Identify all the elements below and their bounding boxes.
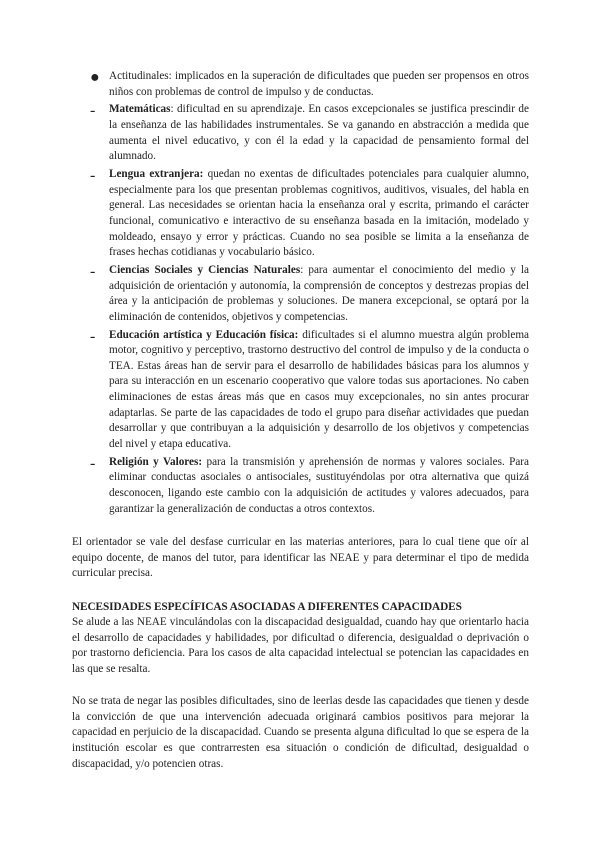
bullet-dash: -	[90, 102, 96, 120]
section-heading	[72, 600, 529, 616]
bullet-dash: -	[90, 454, 96, 472]
paragraph-final: No se trata de negar las posibles dificultades, sino de leerlas desde las capacidades que tienen y desde la convicción de que una intervención adecuada originará cambios positivos para mejorar la capacidad en perjuicio de la discapacidad. Cuando se presenta alguna dificultad lo que se espera de la institución escolar es que contrarresten esa situación o condición de dificultad, desigualdad o discapacidad, y/o potencien otras.	[72, 695, 529, 770]
list-item-ciencias	[0, 263, 600, 326]
list-item-lengua-extranjera	[0, 167, 600, 261]
item-text: dificultades si el alumno muestra algún problema motor, cognitivo y perceptivo, trastorno destructivo del control de impulso y de la conducta o TEA. Estas áreas han de servir para el desarrollo de habilidades básicas para los alumnos y para su interacción en un escenario cooperativo que valore todas sus aportaciones. No caben eliminaciones de estas áreas más que en casos muy excepcionales, no sin antes procurar adaptarlas. Se parte de las capacidades de todo el grupo para diseñar actividades que puedan desarrollar y que contribuyan a la adquisición y desarrollo de los objetivos y competencias del nivel y etapa educativa.	[109, 328, 529, 451]
item-text: : dificultad en su aprendizaje. En casos excepcionales se justifica prescindir de la enseñanza de las habilidades instrumentales. Se va ganando en abstracción a medida que aumenta el nivel educativo, y con él la edad y la capacidad de pensamiento formal del alumnado.	[109, 103, 529, 163]
bullet-dash: -	[90, 262, 96, 280]
list-item-religion-valores	[0, 455, 600, 518]
item-bold: Religión y Valores:	[109, 455, 203, 468]
item-bold: Ciencias Sociales y Ciencias Naturales	[109, 263, 301, 276]
item-text: para la transmisión y aprehensión de normas y valores sociales. Para eliminar conductas asociales o antisociales, sustituyéndolas por otra alternativa que quizá desconocen, ligando este cambio con la adquisición de actitudes y valores adecuados, para garantizar la generalización de conductas a otros contextos.	[109, 455, 530, 515]
item-bold: Lengua extranjera:	[109, 167, 204, 180]
bullet-dot: ●	[90, 69, 100, 86]
item-bold: Matemáticas	[109, 103, 171, 116]
item-bold: Educación artística y Educación física:	[109, 328, 299, 341]
list-item-educacion-artistica-fisica	[0, 328, 600, 453]
list-item-matematicas	[0, 102, 600, 165]
bullet-dash: -	[90, 166, 96, 184]
areas-list	[0, 69, 600, 517]
item-text: : para aumentar el conocimiento del medio y la adquisición de orientación y autonomía, la comprensión de conceptos y destrezas propias del área y la anticipación de problemas y soluciones. De manera excepcional, se optará por la eliminación de contenidos, objetivos y competencias.	[109, 263, 529, 323]
heading-text: NECESIDADES ESPECÍFICAS ASOCIADAS A DIFERENTES CAPACIDADES	[72, 601, 462, 613]
item-text: Actitudinales: implicados en la superación de dificultades que pueden ser propensos en otros niños con problemas de control de impulso y de conductas.	[109, 70, 529, 98]
paragraph-neae: Se alude a las NEAE vinculándolas con la discapacidad desigualdad, cuando hay que orientarlo hacia el desarrollo de capacidades y habilidades, por dificultad o diferencia, desigualdad o deprivación o por trastorno deficiencia. Para los casos de alta capacidad intelectual se potencian las capacidades en las que se resalta.	[72, 616, 529, 675]
bullet-dash: -	[90, 327, 96, 345]
paragraph-orientador: El orientador se vale del desfase curricular en las materias anteriores, para lo cual tiene que oír al equipo docente, de manos del tutor, para identificar las NEAE y para determinar el tipo de medida curricular precisa.	[72, 536, 529, 580]
item-text: quedan no exentas de dificultades potenciales para cualquier alumno, especialmente para los que presentan problemas cognitivos, auditivos, visuales, del habla en general. Las necesidades se orientan hacia la enseñanza oral y escrita, primando el carácter funcional, comunicativo e interactivo de su enseñanza basada en la imitación, modelado y moldeado, ensayo y error y prácticas. Cuando no sea posible se limita a la enseñanza de frases hechas cotidianas y vocabulario básico.	[109, 167, 529, 259]
list-item-actitudinales	[0, 69, 600, 100]
